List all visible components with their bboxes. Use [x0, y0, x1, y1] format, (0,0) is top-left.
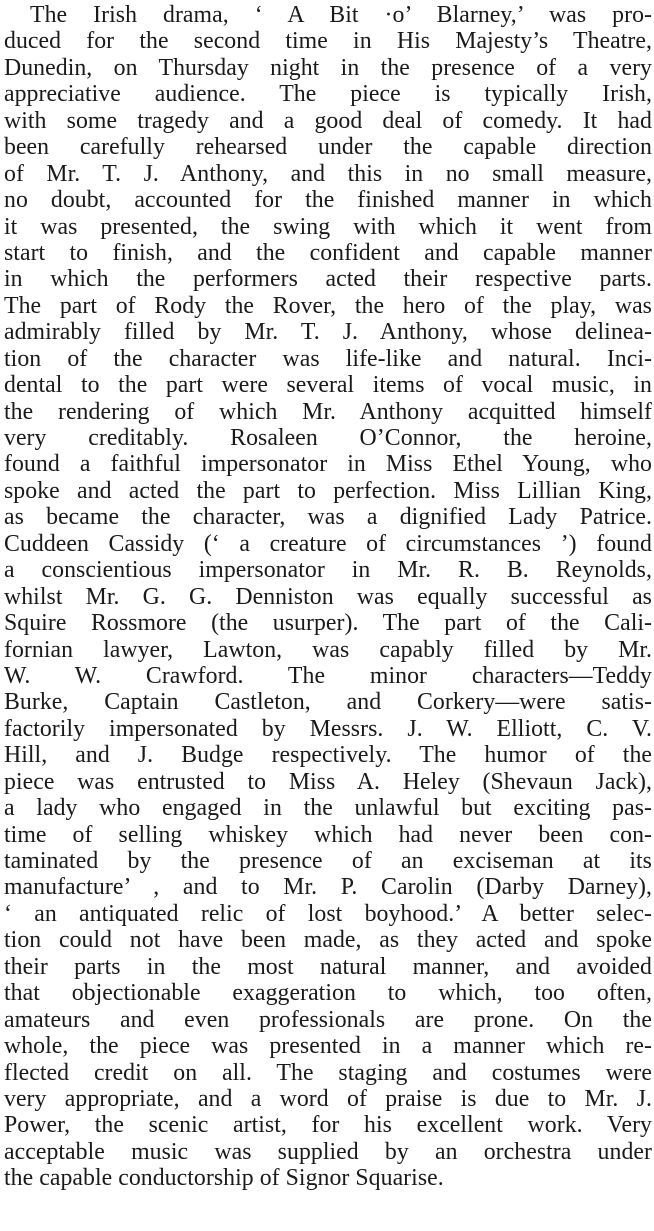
- article-line: acceptable music was supplied by an orchestra under: [4, 1138, 652, 1165]
- article-line: of Mr. T. J. Anthony, and this in no small measure,: [4, 160, 652, 187]
- article-line: a conscientious impersonator in Mr. R. B. Reynolds,: [4, 557, 652, 584]
- article-line: dental to the part were several items of vocal music, in: [4, 372, 652, 399]
- article-column: [4, 2, 652, 1192]
- article-line: as became the character, was a dignified Lady Patrice.: [4, 504, 652, 531]
- article-line: amateurs and even professionals are prone. On the: [4, 1006, 652, 1033]
- article-line: taminated by the presence of an exciseman at its: [4, 848, 652, 874]
- article-line: found a faithful impersonator in Miss Ethel Young, who: [4, 451, 652, 478]
- article-line: their parts in the most natural manner, and avoided: [4, 953, 652, 980]
- article-line: spoke and acted the part to perfection. Miss Lillian King,: [4, 477, 652, 504]
- article-line: manufacture’ , and to Mr. P. Carolin (Darby Darney),: [4, 874, 652, 901]
- article-line: The Irish drama, ‘ A Bit ·o’ Blarney,’ was pro-: [30, 2, 652, 28]
- article-line: the capable conductorship of Signor Squarise.: [4, 1165, 444, 1192]
- article-line: a lady who engaged in the unlawful but exciting pas-: [4, 795, 652, 822]
- article-line: the rendering of which Mr. Anthony acquitted himself: [4, 398, 652, 425]
- article-line: ‘ an antiquated relic of lost boyhood.’ A better selec-: [4, 900, 652, 927]
- article-line: very appropriate, and a word of praise is due to Mr. J.: [4, 1085, 652, 1112]
- article-line: time of selling whiskey which had never been con-: [4, 821, 652, 848]
- article-line: Hill, and J. Budge respectively. The humor of the: [4, 742, 652, 769]
- article-line: been carefully rehearsed under the capable direction: [4, 134, 652, 161]
- article-line: Power, the scenic artist, for his excellent work. Very: [4, 1112, 652, 1139]
- article-line: it was presented, the swing with which it went from: [4, 213, 652, 240]
- article-line: The part of Rody the Rover, the hero of the play, was: [4, 292, 652, 319]
- article-line: fornian lawyer, Lawton, was capably filled by Mr.: [4, 636, 652, 663]
- article-line: factorily impersonated by Messrs. J. W. Elliott, C. V.: [4, 715, 652, 742]
- article-line: no doubt, accounted for the finished manner in which: [4, 187, 652, 214]
- article-line: flected credit on all. The staging and costumes were: [4, 1059, 652, 1086]
- article-line: Squire Rossmore (the usurper). The part of the Cali-: [4, 610, 652, 637]
- article-line: appreciative audience. The piece is typically Irish,: [4, 81, 652, 108]
- article-line: duced for the second time in His Majesty’s Theatre,: [4, 28, 652, 55]
- article-line: Dunedin, on Thursday night in the presence of a very: [4, 54, 652, 81]
- article-line: that objectionable exaggeration to which, too often,: [4, 980, 652, 1007]
- article-line: admirably filled by Mr. T. J. Anthony, whose delinea-: [4, 319, 652, 346]
- article-line: whilst Mr. G. G. Denniston was equally successful as: [4, 583, 652, 610]
- article-line: tion could not have been made, as they acted and spoke: [4, 927, 652, 954]
- article-line: tion of the character was life-like and natural. Inci-: [4, 345, 652, 372]
- article-line: Cuddeen Cassidy (‘ a creature of circumstances ’) found: [4, 530, 652, 557]
- article-line: whole, the piece was presented in a manner which re-: [4, 1033, 652, 1060]
- article-line: in which the performers acted their respective parts.: [4, 266, 652, 293]
- article-line: Burke, Captain Castleton, and Corkery—were satis-: [4, 689, 652, 716]
- article-line: W. W. Crawford. The minor characters—Teddy: [4, 662, 652, 689]
- article-line: very creditably. Rosaleen O’Connor, the heroine,: [4, 425, 652, 451]
- article-line: with some tragedy and a good deal of comedy. It had: [4, 107, 652, 134]
- article-line: start to finish, and the confident and capable manner: [4, 239, 652, 266]
- article-line: piece was entrusted to Miss A. Heley (Shevaun Jack),: [4, 768, 652, 795]
